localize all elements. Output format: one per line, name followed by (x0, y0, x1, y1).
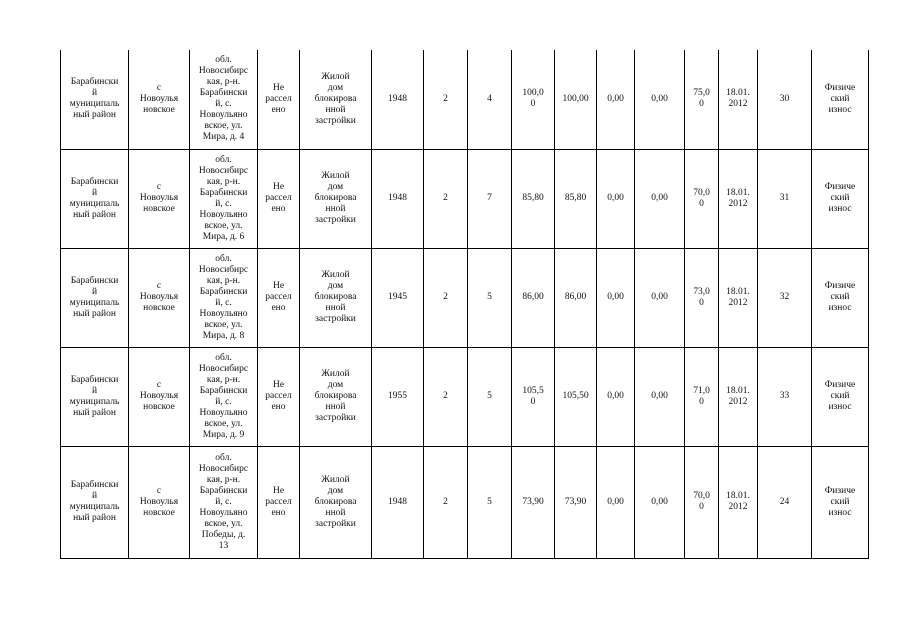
cell-date: 18.01. 2012 (719, 149, 758, 248)
cell-address: обл. Новосибирс кая, р-н. Барабински й, с. Новоульяно вское, ул. Мира, д. 6 (190, 149, 258, 248)
table-row (61, 446, 869, 558)
cell-address: обл. Новосибирс кая, р-н. Барабински й, с. Новоульяно вское, ул. Победы, д. 13 (190, 446, 258, 558)
cell-settlement: с Новоулья новское (129, 149, 190, 248)
table-row (61, 347, 869, 446)
cell-year: 1955 (372, 347, 424, 446)
cell-doc-no: 31 (758, 149, 812, 248)
cell-floors: 2 (424, 446, 468, 558)
cell-area-living: 105,50 (555, 347, 597, 446)
cell-area-b: 0,00 (635, 149, 685, 248)
cell-settlement: с Новоулья новское (129, 50, 190, 149)
cell-year: 1948 (372, 446, 424, 558)
cell-area-total: 86,00 (512, 248, 555, 347)
cell-area-b: 0,00 (635, 347, 685, 446)
cell-area-total: 105,5 0 (512, 347, 555, 446)
cell-address: обл. Новосибирс кая, р-н. Барабински й, с. Новоульяно вское, ул. Мира, д. 8 (190, 248, 258, 347)
cell-district: Барабински й муниципаль ный район (61, 149, 129, 248)
cell-settlement: с Новоулья новское (129, 248, 190, 347)
cell-district: Барабински й муниципаль ный район (61, 50, 129, 149)
table-row (61, 50, 869, 149)
cell-reason: Физиче ский износ (812, 248, 869, 347)
table-body (61, 50, 869, 558)
cell-type: Жилой дом блокирова нной застройки (300, 446, 372, 558)
cell-resettled: Не рассел ено (258, 50, 300, 149)
cell-doc-no: 24 (758, 446, 812, 558)
cell-area-b: 0,00 (635, 248, 685, 347)
cell-year: 1948 (372, 50, 424, 149)
cell-settlement: с Новоулья новское (129, 347, 190, 446)
cell-area-b: 0,00 (635, 446, 685, 558)
cell-floors: 2 (424, 149, 468, 248)
cell-address: обл. Новосибирс кая, р-н. Барабински й, с. Новоульяно вское, ул. Мира, д. 9 (190, 347, 258, 446)
cell-area-total: 73,90 (512, 446, 555, 558)
cell-year: 1948 (372, 149, 424, 248)
cell-wear: 70,0 0 (685, 149, 719, 248)
cell-settlement: с Новоулья новское (129, 446, 190, 558)
cell-year: 1945 (372, 248, 424, 347)
cell-type: Жилой дом блокирова нной застройки (300, 248, 372, 347)
cell-apts: 5 (468, 446, 512, 558)
cell-area-living: 86,00 (555, 248, 597, 347)
cell-doc-no: 30 (758, 50, 812, 149)
cell-wear: 71,0 0 (685, 347, 719, 446)
cell-resettled: Не рассел ено (258, 347, 300, 446)
cell-date: 18.01. 2012 (719, 446, 758, 558)
cell-area-living: 100,00 (555, 50, 597, 149)
cell-area-b: 0,00 (635, 50, 685, 149)
housing-register-table (60, 50, 869, 559)
cell-wear: 73,0 0 (685, 248, 719, 347)
cell-floors: 2 (424, 248, 468, 347)
cell-type: Жилой дом блокирова нной застройки (300, 50, 372, 149)
cell-resettled: Не рассел ено (258, 149, 300, 248)
cell-area-a: 0,00 (597, 347, 635, 446)
cell-area-total: 85,80 (512, 149, 555, 248)
cell-district: Барабински й муниципаль ный район (61, 446, 129, 558)
cell-reason: Физиче ский износ (812, 347, 869, 446)
cell-area-a: 0,00 (597, 149, 635, 248)
cell-area-living: 85,80 (555, 149, 597, 248)
cell-wear: 75,0 0 (685, 50, 719, 149)
cell-doc-no: 33 (758, 347, 812, 446)
cell-reason: Физиче ский износ (812, 50, 869, 149)
cell-date: 18.01. 2012 (719, 248, 758, 347)
cell-reason: Физиче ский износ (812, 149, 869, 248)
table-row (61, 149, 869, 248)
cell-area-a: 0,00 (597, 248, 635, 347)
cell-resettled: Не рассел ено (258, 248, 300, 347)
cell-district: Барабински й муниципаль ный район (61, 347, 129, 446)
cell-apts: 4 (468, 50, 512, 149)
cell-apts: 7 (468, 149, 512, 248)
cell-reason: Физиче ский износ (812, 446, 869, 558)
cell-date: 18.01. 2012 (719, 50, 758, 149)
cell-area-living: 73,90 (555, 446, 597, 558)
cell-floors: 2 (424, 50, 468, 149)
cell-doc-no: 32 (758, 248, 812, 347)
cell-area-a: 0,00 (597, 50, 635, 149)
cell-area-a: 0,00 (597, 446, 635, 558)
cell-floors: 2 (424, 347, 468, 446)
cell-apts: 5 (468, 248, 512, 347)
cell-apts: 5 (468, 347, 512, 446)
cell-type: Жилой дом блокирова нной застройки (300, 347, 372, 446)
cell-date: 18.01. 2012 (719, 347, 758, 446)
cell-resettled: Не рассел ено (258, 446, 300, 558)
cell-type: Жилой дом блокирова нной застройки (300, 149, 372, 248)
cell-area-total: 100,0 0 (512, 50, 555, 149)
table-row (61, 248, 869, 347)
cell-wear: 70,0 0 (685, 446, 719, 558)
cell-address: обл. Новосибирс кая, р-н. Барабински й, с. Новоульяно вское, ул. Мира, д. 4 (190, 50, 258, 149)
cell-district: Барабински й муниципаль ный район (61, 248, 129, 347)
